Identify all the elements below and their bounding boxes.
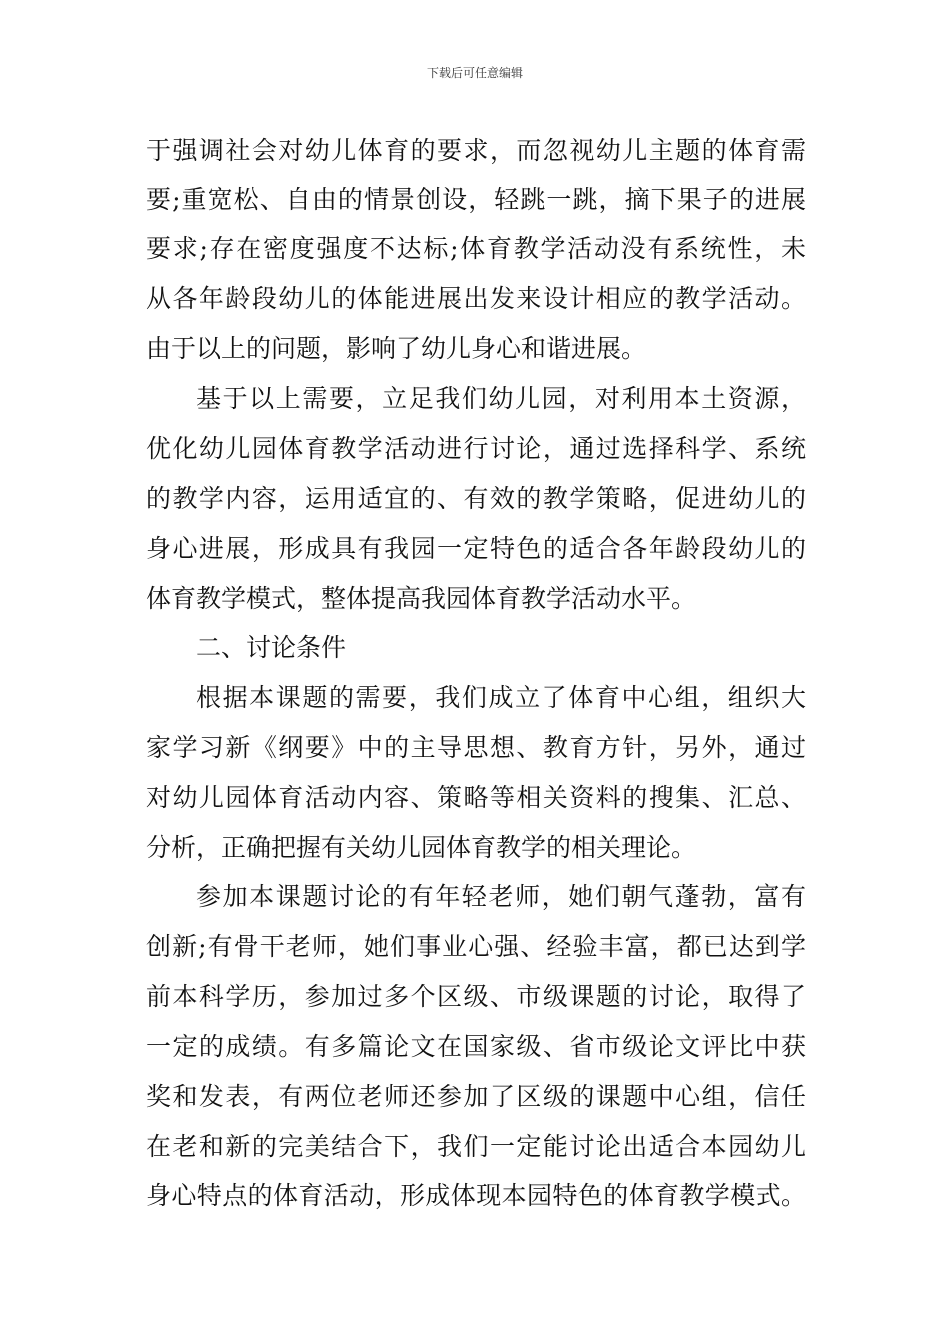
text-line-9: 身心进展，形成具有我园一定特色的适合各年龄段幼儿的 bbox=[146, 534, 806, 563]
text-line-12: 根据本课题的需要，我们成立了体育中心组，组织大 bbox=[196, 683, 806, 712]
text-line-2: 要;重宽松、自由的情景创设，轻跳一跳，摘下果子的进展 bbox=[146, 185, 806, 214]
text-line-13: 家学习新《纲要》中的主导思想、教育方针，另外，通过 bbox=[146, 733, 806, 762]
text-line-10: 体育教学模式，整体提高我园体育教学活动水平。 bbox=[146, 584, 697, 613]
text-line-15: 分析，正确把握有关幼儿园体育教学的相关理论。 bbox=[146, 833, 697, 862]
text-line-7: 优化幼儿园体育教学活动进行讨论，通过选择科学、系统 bbox=[146, 434, 806, 463]
text-line-1: 于强调社会对幼儿体育的要求，而忽视幼儿主题的体育需 bbox=[146, 136, 806, 165]
text-line-3: 要求;存在密度强度不达标;体育教学活动没有系统性，未 bbox=[146, 234, 806, 263]
text-line-19: 一定的成绩。有多篇论文在国家级、省市级论文评比中获 bbox=[146, 1032, 806, 1061]
text-line-6: 基于以上需要，立足我们幼儿园，对利用本土资源， bbox=[196, 384, 806, 413]
text-line-22: 身心特点的体育活动，形成体现本园特色的体育教学模式。 bbox=[146, 1181, 806, 1210]
text-line-21: 在老和新的完美结合下，我们一定能讨论出适合本园幼儿 bbox=[146, 1132, 806, 1161]
page-header: 下载后可任意编辑 bbox=[426, 66, 523, 80]
text-line-17: 创新;有骨干老师，她们事业心强、经验丰富，都已达到学 bbox=[146, 932, 806, 961]
text-line-20: 奖和发表，有两位老师还参加了区级的课题中心组，信任 bbox=[146, 1082, 806, 1111]
text-line-5: 由于以上的问题，影响了幼儿身心和谐进展。 bbox=[146, 334, 647, 363]
section-heading: 二、讨论条件 bbox=[196, 633, 347, 662]
text-line-18: 前本科学历，参加过多个区级、市级课题的讨论，取得了 bbox=[146, 982, 806, 1011]
text-line-16: 参加本课题讨论的有年轻老师，她们朝气蓬勃，富有 bbox=[196, 882, 806, 911]
text-line-4: 从各年龄段幼儿的体能进展出发来设计相应的教学活动。 bbox=[146, 284, 806, 313]
text-line-8: 的教学内容，运用适宜的、有效的教学策略，促进幼儿的 bbox=[146, 484, 806, 513]
text-line-14: 对幼儿园体育活动内容、策略等相关资料的搜集、汇总、 bbox=[146, 783, 806, 812]
